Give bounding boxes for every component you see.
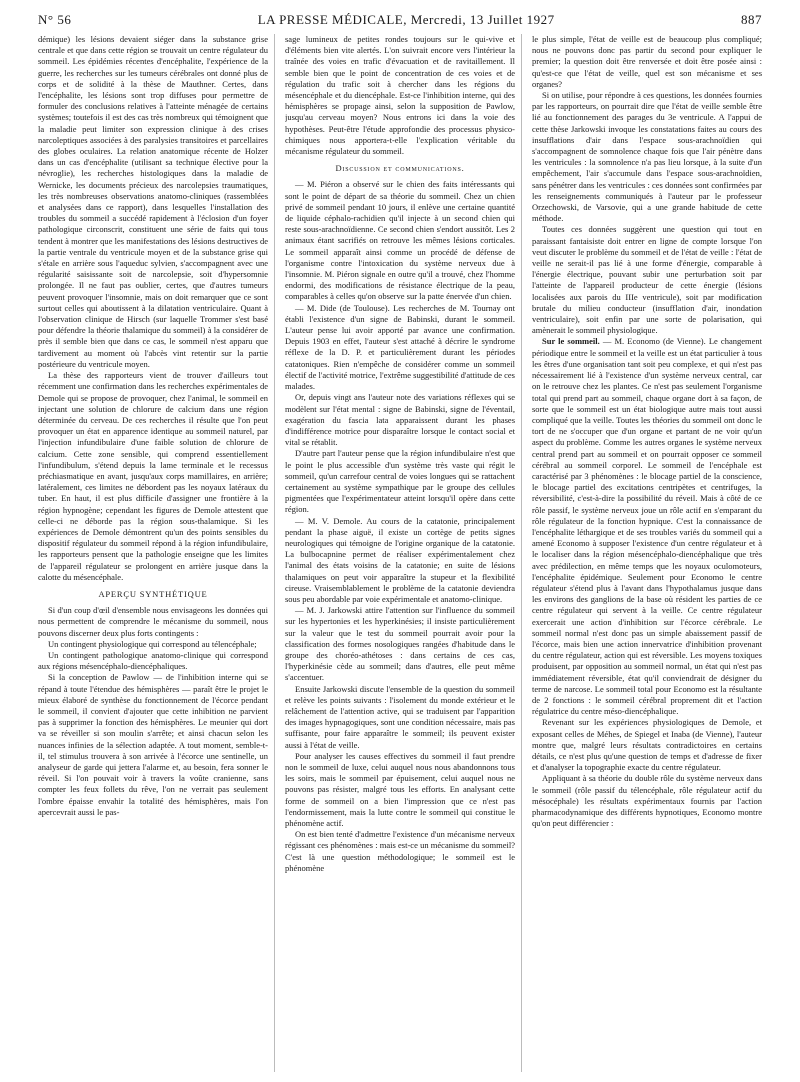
paragraph: On est bien tenté d'admettre l'existence d'un mécanisme nerveux régissant ces phénomènes : mais est-ce un mécanisme du sommeil? C'est là une question méthodologique; le sommeil est le phénomène bbox=[285, 829, 515, 873]
paragraph: le plus simple, l'état de veille est de beaucoup plus compliqué; nous ne pouvons donc pas partir du second pour expliquer le premier; la question doit être renversée et doit être posée ainsi : qu'est-ce que l'état de veille, quel est son mécanisme et ses organes? bbox=[532, 34, 762, 89]
paragraph: Si la conception de Pawlow — de l'inhibition interne qui se répand à toute l'étendue des hémisphères — paraît être le projet le mieux élaboré de synthèse du fonctionnement de l'écorce pendant le sommeil, il convient d'ajouter que cette inhibition ne parvient pas à supprimer la fonction des hémisphères. Le meunier qui dort va se réveiller si son moulin s'arrête; et ainsi chacun selon les nuances infinies de la sélection adaptée. A tout moment, semble-t-il, tel stimulus trouvera à son arrivée à l'écorce une sentinelle, un analyseur de garde qui jettera l'alarme et, au besoin, fera sonner le réveil. Si l'on pouvait voir à travers la voûte cranienne, sans compter les feux follets du rêve, l'on ne verrait pas seulement l'ombre épaisse envahir la totalité des hémisphères, mais l'on apercevrait aussi le pas- bbox=[38, 672, 268, 817]
page-number: 887 bbox=[741, 12, 762, 27]
paragraph: Si on utilise, pour répondre à ces questions, les données fournies par les rapporteurs, on pourrait dire que l'état de veille semble être lié au fonctionnement des parages du 3e ventricule. A l'appui de cette thèse Jarkowski invoque les constatations faites au cours des insufflations d'air dans l'espace sous-arachnoïdien qui s'accompagnent de somnolence chaque fois que l'air pénètre dans les ventricules : la somnolence n'a pas lieu lorsque, à la suite d'un empêchement, l'air s'accumule dans l'espace sous-arachnoïdien, sans pénétrer dans les ventricules : ces données sont confirmées par les renseignements communiqués à l'auteur par le professeur Orzechowski, de Varsovie, qui a une grande habitude de cette méthode. bbox=[532, 90, 762, 224]
paragraph: Si d'un coup d'œil d'ensemble nous envisageons les données qui nous permettent de comprendre le mécanisme du sommeil, nous pouvons discerner deux plus forts contingents : bbox=[38, 605, 268, 638]
journal-title: LA PRESSE MÉDICALE, Mercredi, 13 Juillet 1927 bbox=[257, 12, 555, 27]
section-heading: Discussion et communications. bbox=[335, 163, 465, 174]
paragraph: Or, depuis vingt ans l'auteur note des variations réflexes qui se modèlent sur l'état mental : signe de Babinski, signe de l'éventail, exagération du fascia lata apparaissent durant les phases d'indifférence motrice pour disparaître lorsque le contact social et vital se rétablit. bbox=[285, 392, 515, 448]
section-label: Sur le sommeil. bbox=[542, 336, 600, 347]
paragraph: — M. Piéron a observé sur le chien des faits intéressants qui sont le point de départ de sa théorie du sommeil. Chez un chien privé de sommeil pendant 10 jours, il enlève une certaine quantité de liquide céphalo-rachidien qu'il injecte à un second chien qui reste sous-arachnoïdienne. Ce second chien s'endort aussitôt. Les 2 animaux étant sacrifiés on retrouve les mêmes lésions corticales. Le sommeil apparaît ainsi comme un procédé de défense de l'organisme contre l'intoxication du système nerveux due à l'insomnie. M. Piéron signale en outre qu'il a trouvé, chez l'homme endormi, des modifications de résistance électrique de la peau, comparables à celles qu'on observe sur la patte énervée d'un chien. bbox=[285, 179, 515, 302]
paragraph: Revenant sur les expériences physiologiques de Demole, et exposant celles de Méhes, de Spiegel et Inaba (de Vienne), l'auteur montre que, malgré leurs résultats contradictoires en certains détails, ce n'est plus qu'une question de temps et d'adresse de fixer et d'analyser la topographie exacte du centre régulateur. bbox=[532, 717, 762, 773]
paragraph: sage lumineux de petites rondes toujours sur le qui-vive et d'éléments bien vite alertés. L'on suivrait encore vers l'intérieur la traînée des voies en trafic d'évacuation et de ravitaillement. Il semble bien que le point de concentration de ces voies et de régulation du trafic soit à chercher dans les régions du mésencéphale et du diencéphale. Est-ce l'inhibition interne, qui des hémisphères se propage ainsi, selon la supposition de Pawlow, jusqu'au cerveau moyen? Nous entrons ici dans la voie des hypothèses. Peut-être l'étude approfondie des processus physico-chimiques nous apportera-t-elle l'explication véritable du mécanisme régulateur du sommeil. bbox=[285, 34, 515, 157]
paragraph: — M. J. Jarkowski attire l'attention sur l'influence du sommeil sur les hypertonies et les hyperkinésies; il insiste particulièrement sur la valeur que le test du sommeil pourrait avoir pour la classification des formes nosologiques rangées d'habitude dans le groupe des choréo-athétoses : dans certains de ces cas, l'hyperkinésie cède au sommeil; dans d'autres, elle peut même s'accentuer. bbox=[285, 605, 515, 683]
paragraph: D'autre part l'auteur pense que la région infundibulaire n'est que le point le plus accessible d'un système très vaste qui régit le sommeil, qu'un carrefour central de voies longues qui se rattachent certainement au système sympathique par le groupe des cellules pigmentées que l'expérimentateur atteint lorsqu'il opère dans cette région. bbox=[285, 448, 515, 515]
column-2 bbox=[285, 34, 522, 1072]
paragraph-text: — M. Economo (de Vienne). Le changement périodique entre le sommeil et la veille est un état particulier à tous les êtres d'une organisation tant soit peu complexe, et qui n'est pas nécessairement lié à l'existence d'un système nerveux central, car on le retrouve chez les plantes. Ce n'est pas seulement l'organisme total qui prend part au sommeil, chaque organe dort à sa façon, de sorte que le sommeil est un état biologique autre mais tout aussi compliqué que la veille. Toutes les théories du sommeil ont donc le tort de ne s'occuper que d'un organe et partant de ne voir qu'un aspect du problème. Comme les autres organes le système nerveux central prend part au sommeil et on pourrait opposer ce sommeil cérébral au sommeil corporel. Le sommeil de l'encéphale est caractérisé par 3 phénomènes : le blocage partiel de la conscience, le blocage partiel des excitations centripètes et centrifuges, la réversibilité, c'est-à-dire la possibilité du réveil. Mais à côté de ce rôle passif, le système nerveux joue un rôle actif en s'emparant du rôle régulateur de la fonction hypnique. C'est la connaissance de l'encéphalite léthargique et de ses troubles variés du sommeil qui a amené Economo à supposer l'existence d'un centre régulateur et à le localiser dans la région mésencéphalo-diencéphalique que très avec prédilection, en même temps que les noyaux oculomoteurs, l'encéphalite épidémique. Seulement pour Economo le centre régulateur s'étend plus à l'avant dans l'hypothalamus jusque dans les environs des ganglions de la base où résident les parties de ce centre régulateur qui servent à la veille. Ce centre régulateur exercerait une action d'inhibition sur l'écorce cérébrale. Le sommeil normal n'est donc pas un simple abaissement passif de l'écorce, mais bien une action innervatrice d'inhibition provenant du centre régulateur, action qui est réversible. Les moyens toxiques produisent, par opposition au sommeil normal, un état qui n'est pas immédiatement réversible, état qu'il conviendrait de désigner du terme de narcose. Le sommeil total pour Economo est la résultante de 2 fonctions : le sommeil cérébral proprement dit et l'action régulatrice du centre méso-diencéphalique. bbox=[532, 336, 762, 717]
paragraph: — M. Dide (de Toulouse). Les recherches de M. Tournay ont établi l'existence d'un signe de Babinski, durant le sommeil. L'auteur pense lui avoir apporté par avance une confirmation. Depuis 1903 en effet, l'auteur s'est attaché à décrire le syndrome réflexe de la D. P. et particulièrement durant les périodes catatoniques. Rien n'empêche de considérer comme un sommeil électif de l'activité motrice, l'extrême suggestibilité d'attitude de ces malades. bbox=[285, 302, 515, 392]
page-header bbox=[38, 10, 762, 30]
column-1 bbox=[38, 34, 275, 1072]
paragraph: Un contingent physiologique qui correspond au télencéphale; bbox=[48, 638, 257, 649]
paragraph: Ensuite Jarkowski discute l'ensemble de la question du sommeil et relève les points suivants : l'isolement du monde extérieur et le relâchement de l'attention active, qui se traduisent par l'apparition des images hypnagogiques, sont une condition nécessaire, mais pas suffisante, pour faire apparaître le sommeil; ils peuvent exister aussi à l'état de veille. bbox=[285, 683, 515, 750]
paragraph: La thèse des rapporteurs vient de trouver d'ailleurs tout récemment une confirmation dans les recherches expérimentales de Demole qui se propose de provoquer, chez l'animal, le sommeil en injectant une solution de chlorure de calcium dans une région déterminée du cerveau. De ces recherches il résulte que l'on peut provoquer un état en apparence identique au sommeil naturel, par l'injection infundibulaire d'une faible solution de chlorure de calcium. Cette zone sensible, qui comprend essentiellement l'infundibulum, s'étend depuis la lame terminale et le recessus préchiasmatique en avant, jusqu'aux corps mamillaires, en arrière; latéralement, ces limites ne débordent pas les noyaux latéraux du tuber. En haut, il est plus difficile d'assigner une frontière à la région hypnogène; cependant les figures de Demole attestent que celle-ci ne déborde pas la région sous-thalamique. Si les expériences de Demole démontrent qu'un des points sensibles du dispositif régulateur du sommeil répond à la région infundibulaire, les rapporteurs pensent que la pathologie enseigne que les limites de l'appareil régulateur se prolongent en arrière jusque dans la calotte du mésencéphale. bbox=[38, 370, 268, 582]
paragraph: — M. V. Demole. Au cours de la catatonie, principalement pendant la phase aiguë, il existe un cortège de petits signes neurologiques qui témoigne de l'origine organique de la catatonie. La bulbocapnine permet de réaliser expérimentalement chez l'animal des états voisins de la catatonie; en suite de lésions thalamiques on peut voir apparaître la stupeur et la flexibilité cireuse. Vraisemblablement le problème de la catatonie deviendra sous peu abordable par voie expérimentale et anatomo-clinique. bbox=[285, 515, 515, 604]
column-3 bbox=[532, 34, 762, 1072]
paragraph: Toutes ces données suggèrent une question qui tout en paraissant fantaisiste doit entrer en ligne de compte lorsque l'on veut discuter le problème du sommeil et de l'état de veille : l'état de veille ne serait-il pas lié à une forme d'énergie, comparable à l'énergie électrique, pouvant subir une perturbation soit par l'atteinte de l'appareil producteur de cette énergie (lésions localisées aux parois du IIIe ventricule), soit par modification brutale du milieu conducteur (insufflation d'air, inondation ventriculaire), soit enfin par une sorte de polarisation, qui amènerait le sommeil physiologique. bbox=[532, 224, 762, 336]
issue-number: N° 56 bbox=[38, 12, 72, 27]
paragraph: Appliquant à sa théorie du double rôle du système nerveux dans le sommeil (rôle passif du télencéphale, rôle régulateur actif du mésocéphale) les résultats expérimentaux fournis par l'action pharmacodynamique des différents hypnotiques, Economo montre qu'on peut différencier : bbox=[532, 773, 762, 829]
paragraph bbox=[532, 336, 762, 717]
paragraph: Un contingent pathologique anatomo-clinique qui correspond aux régions mésencéphalo-diencéphaliques. bbox=[38, 649, 268, 672]
text-columns bbox=[38, 34, 762, 1072]
paragraph: Pour analyser les causes effectives du sommeil il faut prendre non le sommeil de luxe, celui auquel nous nous abandonnons tous les soirs, mais le sommeil par épuisement, celui auquel nous ne pouvons pas résister, malgré tous les efforts. En analysant cette forme de sommeil on a bien l'impression que ce n'est pas l'endormissement, mais la lutte contre le sommeil qui constitue le phénomène actif. bbox=[285, 750, 515, 829]
paragraph: démique) les lésions devaient siéger dans la substance grise centrale et que dans cette région se trouvait un centre régulateur du sommeil. Les épidémies récentes d'encéphalite, l'expérience de la guerre, les recherches sur les tumeurs cérébrales ont donné plus de corps et de solidité à la thèse de Mauthner. Certes, dans l'encéphalite, les lésions sont trop diffuses pour permettre de formuler des conclusions relatives à l'atteinte ménagée de certains systèmes; toutefois il est des cas très nombreux qui témoignent que la maladie peut limiter son expression clinique à des crises narcoleptiques associées à des paralysies transitoires et parcellaires des globes oculaires. La relation anatomique récente de Holzer dans un cas d'encéphalite (utilisant sa technique élective pour la névroglie), les recherches histologiques dans la maladie de Wernicke, les documents précieux des narcolepsies traumatiques, les très nombreuses observations anatomo-cliniques (rassemblées et analysées dans ce rapport), dans lesquelles l'installation des troubles du sommeil a succédé rapidement à l'éclosion d'un foyer pathologique circonscrit, constituent une série de faits qui tous tendent à montrer que les manifestations des lésions destructives de la partie ventrale du ventricule moyen et de la substance grise qui s'étale en arrière sous l'aqueduc sylvien, s'accompagnent avec une régularité saisissante soit de narcolepsie, soit d'hypersomnie prolongée. Il ne faut pas oublier, certes, que d'autres tumeurs peuvent provoquer l'insomnie, mais on doit remarquer que ce sont surtout celles qui aboutissent à la dilatation ventriculaire. Quant à l'observation clinique de Hirsch (sur laquelle Trommer s'est basé pour défendre la théorie thalamique du sommeil) à la considérer de près il semble bien que dans ce cas, le sommeil n'est apparu que tardivement au moment où l'abcès vint retentir sur la partie postérieure du ventricule moyen. bbox=[38, 34, 268, 369]
section-heading: APERÇU SYNTHÉTIQUE bbox=[98, 588, 208, 599]
